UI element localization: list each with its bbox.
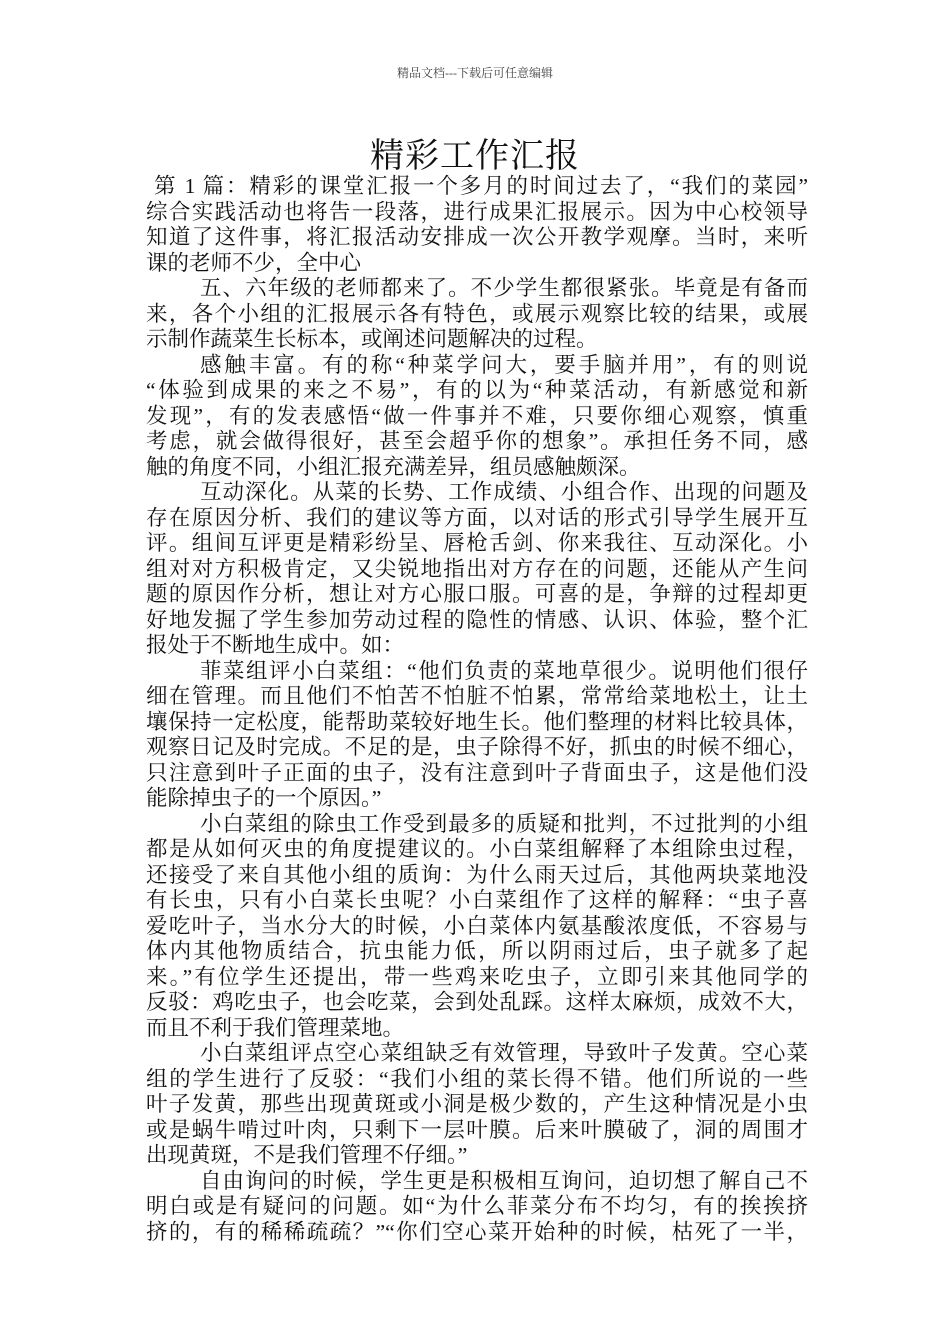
document-body <box>146 174 808 1245</box>
document-title: 精彩工作汇报 <box>370 138 580 175</box>
text-line: 挤的，有的稀稀疏疏？”“你们空心菜开始种的时候，枯死了一半， <box>146 1219 808 1244</box>
text-line: 爱吃叶子，当水分大的时候，小白菜体内氨基酸浓度低，不容易与 <box>146 913 808 938</box>
text-line: 考虑，就会做得很好，甚至会超乎你的想象”。承担任务不同，感 <box>146 429 808 453</box>
text-line: “体验到成果的来之不易”，有的以为“种菜活动，有新感觉和新 <box>146 378 808 402</box>
text-line: 题的原因作分析，想让对方心服口服。可喜的是，争辩的过程却更 <box>146 582 808 606</box>
paragraph <box>146 276 808 353</box>
text-line: 小白菜组的除虫工作受到最多的质疑和批判，不过批判的小组 <box>200 811 808 836</box>
paragraph <box>146 1041 808 1169</box>
text-line: 都是从如何灭虫的角度提建议的。小白菜组解释了本组除虫过程， <box>146 837 808 861</box>
text-line: 观察日记及时完成。不足的是，虫子除得不好，抓虫的时候不细心， <box>146 735 808 759</box>
page-header: 精品文档---下载后可任意编辑 <box>397 66 553 80</box>
text-line: 只注意到叶子正面的虫子，没有注意到叶子背面虫子，这是他们没 <box>146 760 808 785</box>
text-line: 五、六年级的老师都来了。不少学生都很紧张。毕竟是有备而 <box>200 276 808 300</box>
text-line: 自由询问的时候，学生更是积极相互询问，迫切想了解自己不 <box>200 1168 808 1193</box>
text-line: 来。”有位学生还提出，带一些鸡来吃虫子，立即引来其他同学的 <box>146 964 808 989</box>
text-line: 反驳：鸡吃虫子，也会吃菜，会到处乱踩。这样太麻烦，成效不大， <box>146 990 808 1014</box>
text-line: 能除掉虫子的一个原因。” <box>146 786 382 810</box>
text-line: 发现”，有的发表感悟“做一件事并不难，只要你细心观察，慎重 <box>146 403 808 428</box>
text-line: 组对对方积极肯定，又尖锐地指出对方存在的问题，还能从产生问 <box>146 556 808 581</box>
text-line: 综合实践活动也将告一段落，进行成果汇报展示。因为中心校领导 <box>146 199 808 224</box>
text-line: 触的角度不同，小组汇报充满差异，组员感触颇深。 <box>146 454 641 479</box>
paragraph <box>146 1169 808 1246</box>
text-line: 示制作蔬菜生长标本，或阐述问题解决的过程。 <box>146 327 598 351</box>
text-line: 来，各个小组的汇报展示各有特色，或展示观察比较的结果，或展 <box>146 301 808 326</box>
text-line: 而且不利于我们管理菜地。 <box>146 1015 405 1040</box>
text-line: 菲菜组评小白菜组：“他们负责的菜地草很少。说明他们很仔 <box>200 658 808 683</box>
paragraph <box>146 480 808 659</box>
paragraph <box>146 659 808 812</box>
text-line: 好地发掘了学生参加劳动过程的隐性的情感、认识、体验，整个汇 <box>146 607 808 632</box>
text-line: 第 1 篇：精彩的课堂汇报一个多月的时间过去了，“我们的菜园” <box>154 174 808 198</box>
text-line: 体内其他物质结合，抗虫能力低，所以阴雨过后，虫子就多了起 <box>146 939 808 963</box>
text-line: 评。组间互评更是精彩纷呈、唇枪舌剑、你来我往、互动深化。小 <box>146 531 808 555</box>
text-line: 出现黄斑，不是我们管理不仔细。” <box>146 1143 468 1167</box>
paragraph <box>146 353 808 481</box>
text-line: 课的老师不少，全中心 <box>146 250 362 275</box>
text-line: 互动深化。从菜的长势、工作成绩、小组合作、出现的问题及 <box>200 480 808 504</box>
text-line: 壤保持一定松度，能帮助菜较好地生长。他们整理的材料比较具体， <box>146 709 808 734</box>
text-line: 组的学生进行了反驳：“我们小组的菜长得不错。他们所说的一些 <box>146 1066 808 1091</box>
text-line: 明白或是有疑问的问题。如“为什么菲菜分布不均匀，有的挨挨挤 <box>146 1194 808 1218</box>
text-line: 小白菜组评点空心菜组缺乏有效管理，导致叶子发黄。空心菜 <box>200 1041 808 1065</box>
text-line: 存在原因分析、我们的建议等方面，以对话的形式引导学生展开互 <box>146 505 808 530</box>
text-line: 或是蜗牛啃过叶肉，只剩下一层叶膜。后来叶膜破了，洞的周围才 <box>146 1117 808 1142</box>
text-line: 有长虫，只有小白菜长虫呢？小白菜组作了这样的解释：“虫子喜 <box>146 888 808 912</box>
text-line: 感触丰富。有的称“种菜学问大，要手脑并用”，有的则说 <box>200 352 808 377</box>
text-line: 还接受了来自其他小组的质询：为什么雨天过后，其他两块菜地没 <box>146 862 808 887</box>
text-line: 细在管理。而且他们不怕苦不怕脏不怕累，常常给菜地松土，让土 <box>146 684 808 708</box>
text-line: 叶子发黄，那些出现黄斑或小洞是极少数的，产生这种情况是小虫 <box>146 1092 808 1116</box>
paragraph <box>146 812 808 1042</box>
text-line: 知道了这件事，将汇报活动安排成一次公开教学观摩。当时，来听 <box>146 225 808 249</box>
paragraph <box>146 174 808 276</box>
text-line: 报处于不断地生成中。如： <box>146 633 405 657</box>
